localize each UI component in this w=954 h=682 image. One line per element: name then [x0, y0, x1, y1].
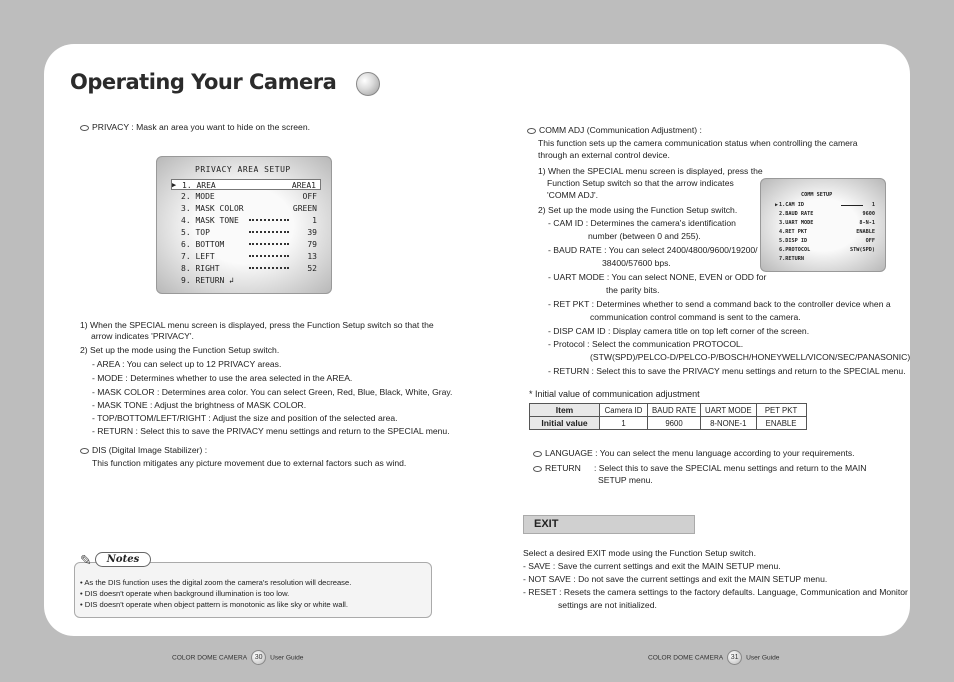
comm-step2: 2) Set up the mode using the Function Setup switch.: [538, 205, 738, 215]
level-bar: [249, 243, 289, 246]
step2-text: 2) Set up the mode using the Function Setup switch.: [80, 345, 280, 355]
retpkt-line: communication control command is sent to the camera.: [590, 312, 801, 322]
level-bar: [249, 219, 289, 222]
privacy-osd-screen: [156, 156, 332, 294]
item-line: - MODE : Determines whether to use the area selected in the AREA.: [92, 373, 353, 383]
return-desc: : Select this to save the SPECIAL menu settings and return to the MAIN: [594, 463, 867, 473]
osd-row: 9. RETURN ↲: [181, 276, 234, 285]
exit-line: Select a desired EXIT mode using the Function Setup switch.: [523, 548, 756, 558]
table-cell: PET PKT: [756, 404, 806, 417]
camid-line: - CAM ID : Determines the camera's identification: [548, 218, 736, 228]
notes-list: [80, 577, 351, 611]
disp-line: - DISP CAM ID : Display camera title on top left corner of the screen.: [548, 326, 810, 336]
return-desc: SETUP menu.: [598, 475, 653, 485]
comm-step1: Function Setup switch so that the arrow indicates: [547, 178, 734, 188]
table-cell: BAUD RATE: [648, 404, 701, 417]
bullet-icon: [80, 125, 89, 131]
comm-step1: 'COMM ADJ'.: [547, 190, 599, 200]
protocol-line: (STW(SPD)/PELCO-D/PELCO-P/BOSCH/HONEYWELL/VICON/SEC/PANASONIC): [590, 352, 911, 362]
osd-row: 2. MODE OFF: [181, 192, 317, 201]
dis-title: DIS (Digital Image Stabilizer) :: [80, 445, 207, 457]
exit-line: - RESET : Resets the camera settings to the factory defaults. Language, Communication and Monitor: [523, 587, 908, 597]
bullet-icon: [533, 466, 542, 472]
page-title: Operating Your Camera: [70, 70, 337, 94]
footer-right: COLOR DOME CAMERA 31 User Guide: [648, 650, 779, 665]
baud-line: 38400/57600 bps.: [602, 258, 671, 268]
protocol-line: - Protocol : Select the communication PROTOCOL.: [548, 339, 744, 349]
osd-row: 3. MASK COLOR GREEN: [181, 204, 317, 213]
table-cell: 8-NONE-1: [701, 417, 757, 430]
table-cell: 1: [600, 417, 648, 430]
item-line: - AREA : You can select up to 12 PRIVACY areas.: [92, 359, 282, 369]
step1-text-cont: arrow indicates 'PRIVACY'.: [91, 331, 194, 341]
comm-osd-screen: [760, 178, 886, 272]
osd-header: PRIVACY AREA SETUP: [195, 165, 291, 174]
table-cell: ENABLE: [756, 417, 806, 430]
note-item: • DIS doesn't operate when object pattern is monotonic as like sky or white wall.: [80, 600, 348, 610]
table-row: [530, 417, 807, 430]
level-line: [841, 205, 863, 206]
exit-line: - NOT SAVE : Do not save the current settings and exit the MAIN SETUP menu.: [523, 574, 828, 584]
camid-line: number (between 0 and 255).: [588, 231, 701, 241]
dis-text: This function mitigates any picture movement due to external factors such as wind.: [92, 458, 407, 468]
item-line: - MASK COLOR : Determines area color. You can select Green, Red, Blue, Black, White, Gray.: [92, 387, 453, 397]
enter-icon: ↲: [229, 276, 234, 285]
uart-line: the parity bits.: [606, 285, 660, 295]
table-cell: Item: [530, 404, 600, 417]
bullet-icon: [80, 448, 89, 454]
footer-left: COLOR DOME CAMERA 30 User Guide: [172, 650, 303, 665]
table-cell: UART MODE: [701, 404, 757, 417]
table-cell: Camera ID: [600, 404, 648, 417]
osd-row: 4. MASK TONE 1: [181, 216, 317, 225]
note-item: • As the DIS function uses the digital zoom the camera's resolution will decrease.: [80, 578, 352, 587]
title-sphere-icon: [356, 72, 380, 96]
bullet-icon: [533, 451, 542, 457]
uart-line: - UART MODE : You can select NONE, EVEN or ODD for: [548, 272, 767, 282]
bullet-icon: [527, 128, 536, 134]
return-line: RETURN: [533, 463, 581, 475]
selection-arrow-icon: ▶: [775, 202, 779, 208]
initial-caption: * Initial value of communication adjustment: [529, 389, 700, 399]
table-row: [530, 404, 807, 417]
comm-desc: This function sets up the camera communication status when controlling the camera: [538, 138, 858, 148]
note-item: • DIS doesn't operate when background illumination is too low.: [80, 589, 290, 599]
exit-line: - SAVE : Save the current settings and exit the MAIN SETUP menu.: [523, 561, 781, 571]
osd-row: 4.RET PKT ENABLE: [779, 229, 875, 235]
osd-row: 5.DISP ID OFF: [779, 238, 875, 244]
osd-row: 7. LEFT 13: [181, 252, 317, 261]
initial-value-table: [529, 403, 807, 430]
level-bar: [249, 267, 289, 270]
item-line: - TOP/BOTTOM/LEFT/RIGHT : Adjust the size and position of the selected area.: [92, 413, 398, 423]
osd-row: 2.BAUD RATE 9600: [779, 211, 875, 217]
osd-row: 6. BOTTOM 79: [181, 240, 317, 249]
osd-row: 3.UART MODE 8-N-1: [779, 220, 875, 226]
osd-row: 8. RIGHT 52: [181, 264, 317, 273]
baud-line: - BAUD RATE : You can select 2400/4800/9600/19200/: [548, 245, 758, 255]
table-cell: Initial value: [530, 417, 600, 430]
step1-text: 1) When the SPECIAL menu screen is displayed, press the Function Setup switch so that the: [80, 320, 434, 330]
item-line: - RETURN : Select this to save the PRIVACY menu settings and return to the SPECIAL menu.: [92, 426, 450, 436]
notes-pencil-icon: ✎: [80, 552, 92, 568]
osd-row: ▶ 1. AREA AREA1: [171, 179, 321, 190]
exit-line: settings are not initialized.: [558, 600, 657, 610]
notes-label: Notes: [95, 552, 151, 567]
osd-header: COMM SETUP: [801, 192, 833, 198]
return-line: - RETURN : Select this to save the PRIVACY menu settings and return to the SPECIAL menu.: [548, 366, 906, 376]
level-bar: [249, 255, 289, 258]
osd-row: 6.PROTOCOL STW(SPD): [779, 247, 875, 253]
language-line: LANGUAGE : You can select the menu language according to your requirements.: [533, 448, 855, 460]
osd-row: 5. TOP 39: [181, 228, 317, 237]
privacy-intro: PRIVACY : Mask an area you want to hide on the screen.: [80, 122, 310, 134]
selection-arrow-icon: ▶: [172, 181, 177, 189]
osd-row: 7.RETURN: [779, 256, 804, 262]
comm-step1: 1) When the SPECIAL menu screen is displayed, press the: [538, 166, 763, 176]
page-number: 30: [251, 650, 266, 665]
page-number: 31: [727, 650, 742, 665]
comm-desc: through an external control device.: [538, 150, 670, 160]
item-line: - MASK TONE : Adjust the brightness of MASK COLOR.: [92, 400, 307, 410]
table-cell: 9600: [648, 417, 701, 430]
exit-section-header: EXIT: [523, 515, 695, 534]
osd-row: ▶ 1.CAM ID 1: [775, 202, 875, 208]
level-bar: [249, 231, 289, 234]
comm-title: COMM ADJ (Communication Adjustment) :: [527, 125, 702, 137]
retpkt-line: - RET PKT : Determines whether to send a command back to the controller device when a: [548, 299, 891, 309]
